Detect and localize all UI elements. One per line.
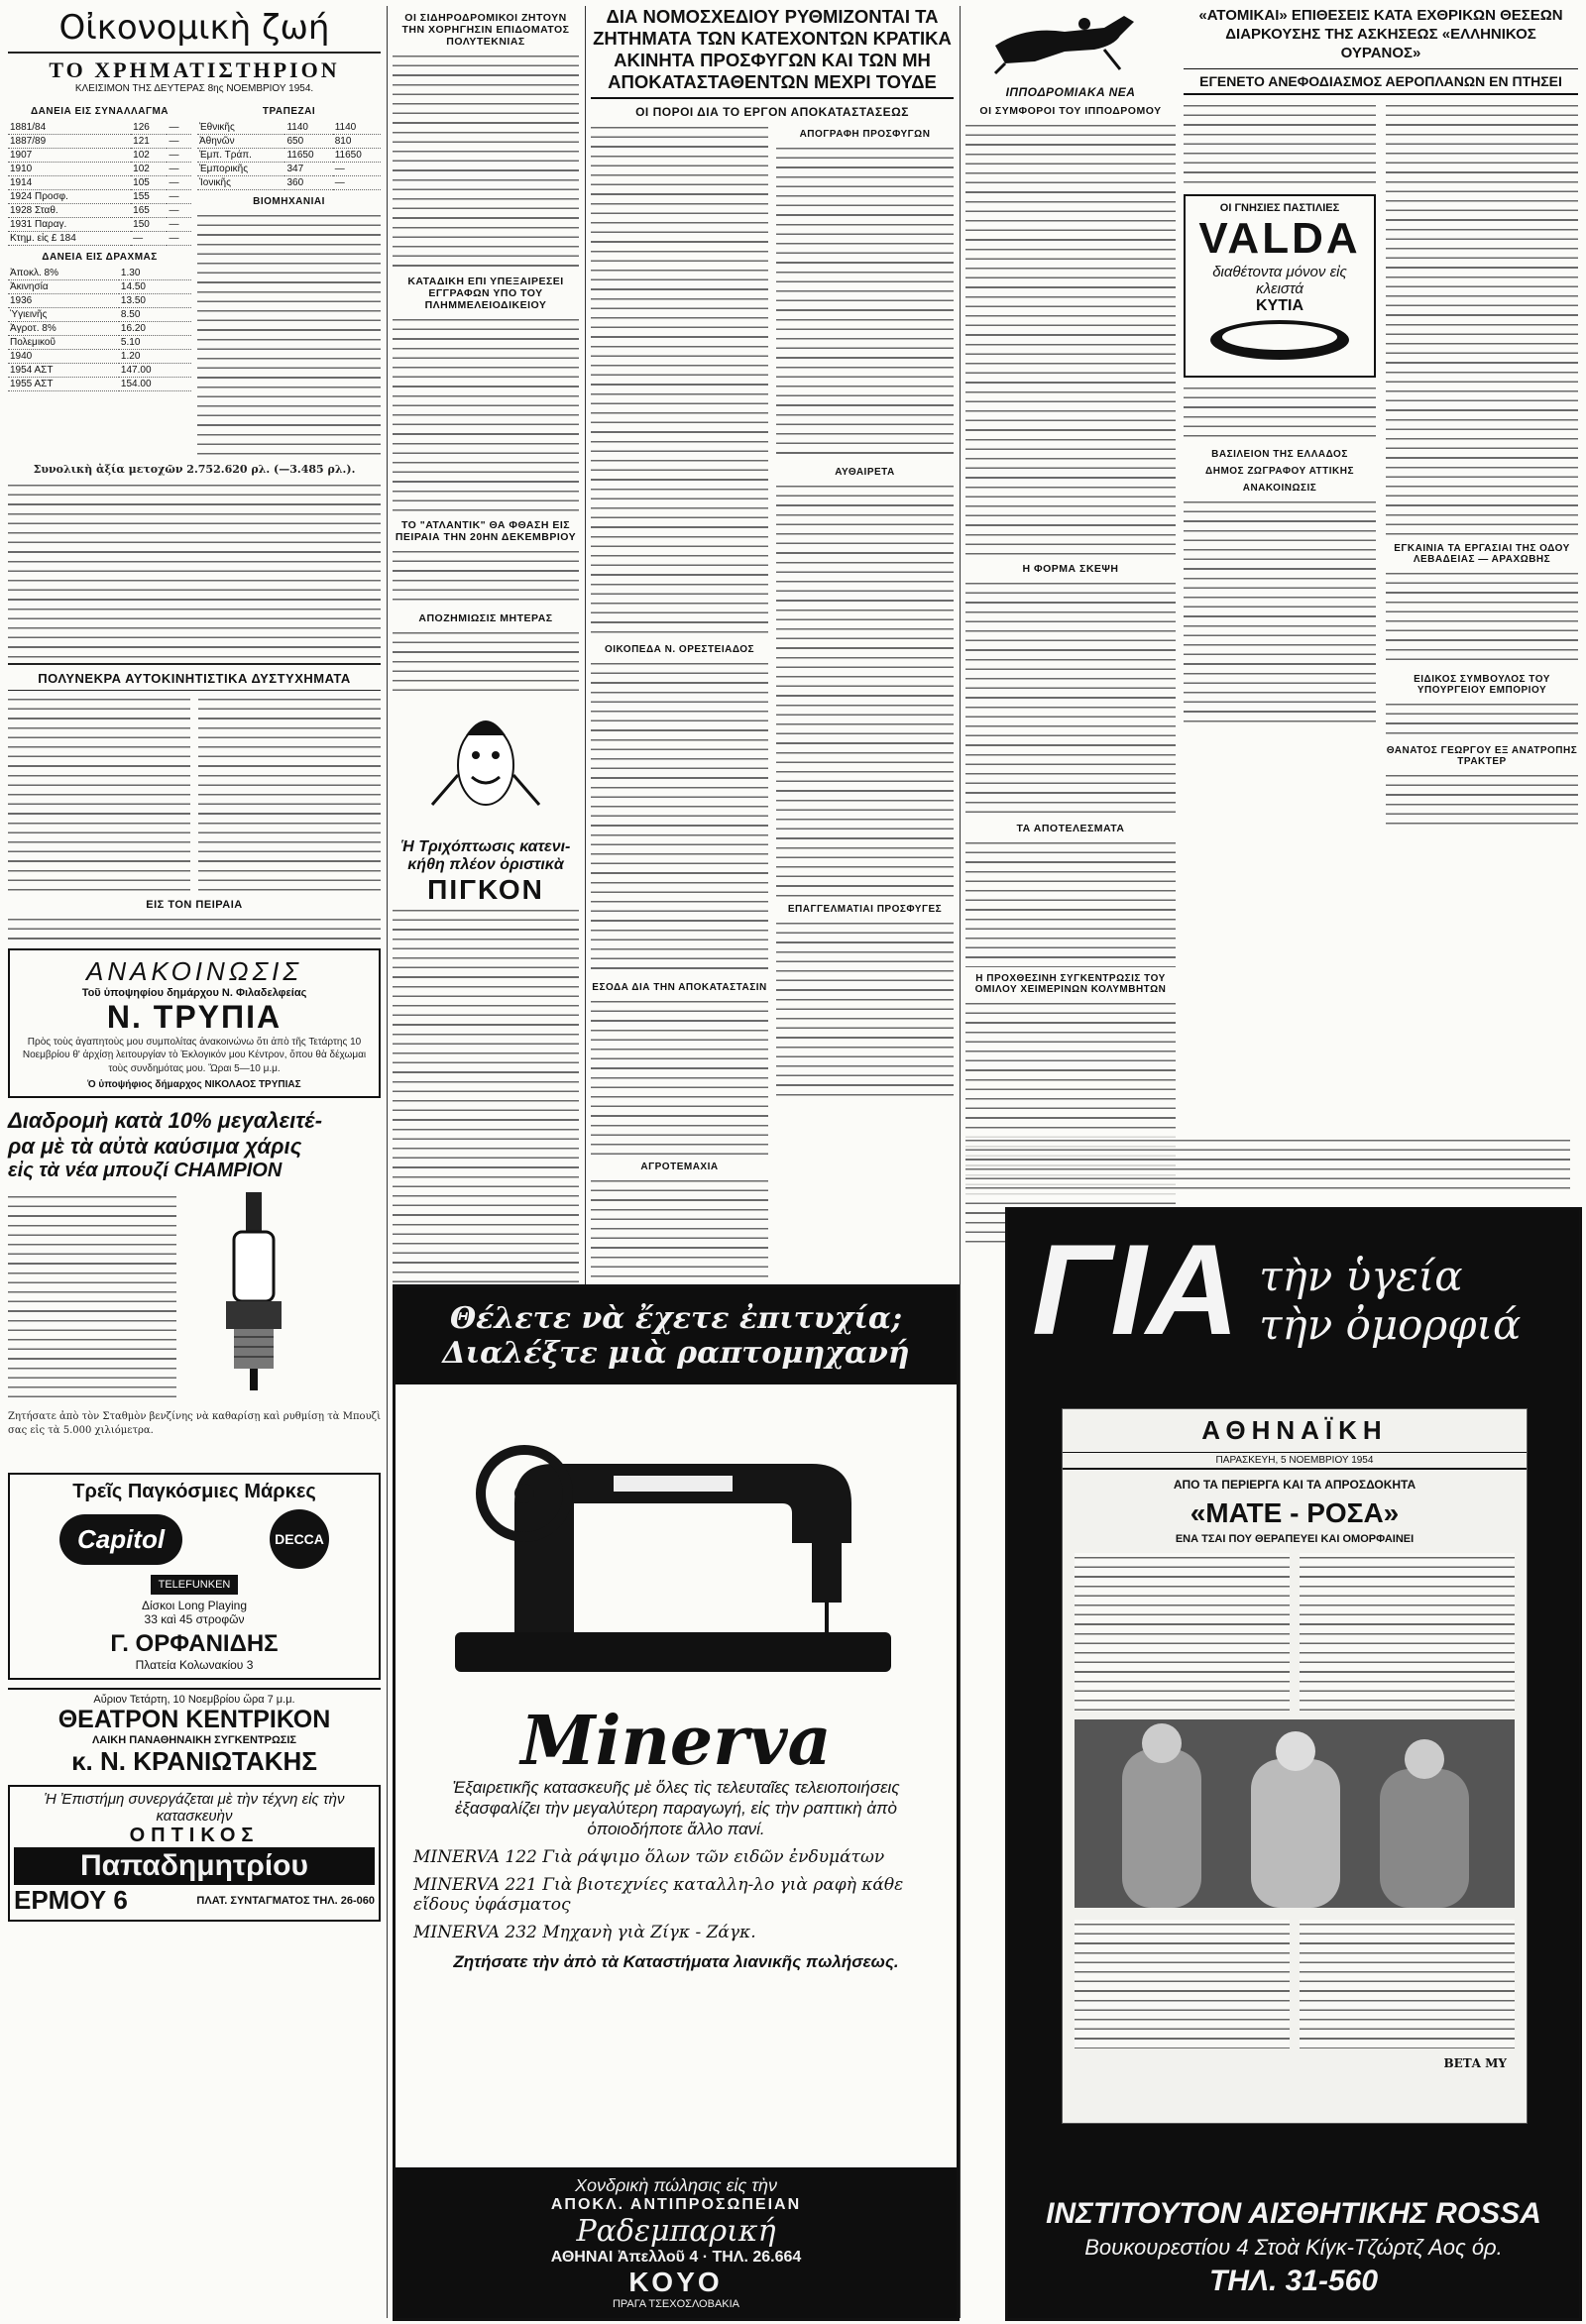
subhead-dimos: ΔΗΜΟΣ ΖΩΓΡΑΦΟΥ ΑΤΤΙΚΗΣ [1205, 466, 1354, 477]
ad-theatre-date: Αὔριον Τετάρτη, 10 Νοεμβρίου ὥρα 7 μ.μ. [93, 1694, 295, 1706]
subhead-register: ΑΠΟΓΡΑΦΗ ΠΡΟΣΦΥΓΩΝ [799, 129, 931, 140]
ad-announce-name: Ν. ΤΡΥΠΙΑ [106, 998, 283, 1035]
table-row [8, 232, 191, 246]
main-article-col-b [776, 123, 954, 1414]
subhead-prof: ΕΠΑΓΓΕΛΜΑΤΙΑΙ ΠΡΟΣΦΥΓΕΣ [787, 904, 943, 915]
ad-champion [8, 1108, 381, 1465]
ad-minerva-wholesale: Χονδρικὴ πώλησις εἰς τὴν [575, 2175, 777, 2195]
ad-rossa-sub: ΕΝΑ ΤΣΑΙ ΠΟΥ ΘΕΡΑΠΕΥΕΙ ΚΑΙ ΟΜΟΡΦΑΙΝΕΙ [1175, 1533, 1415, 1545]
subhead-meeting: Η ΠΡΟΧΘΕΣΙΝΗ ΣΥΓΚΕΝΤΡΩΣΙΣ ΤΟΥ ΟΜΙΛΟΥ ΧΕΙΜΕΡΙΝΩΝ ΚΟΛΥΜΒΗΤΩΝ [974, 973, 1167, 995]
ad-brands-lp: Δίσκοι Long Playing [141, 1599, 247, 1612]
table-cell: 1940 [8, 350, 119, 364]
headline-main: ΔΙΑ ΝΟΜΟΣΧΕΔΙΟΥ ΡΥΘΜΙΖΟΝΤΑΙ ΤΑ ΖΗΤΗΜΑΤΑ ΤΩΝ ΚΑΤΕΧΟΝΤΩΝ ΚΡΑΤΙΚΑ ΑΚΙΝΗΤΑ ΠΡΟΣΦΥΓΩΝ ΚΑΙ ΤΩΝ ΜΗ ΑΠΟΚΑΤΑΣΤΑΘΕΝΤΩΝ ΜΕΧΡΙ ΤΟΥΔΕ [591, 6, 954, 99]
ad-brands [8, 1473, 381, 1680]
table-cell: — [167, 204, 191, 218]
table-cell: 13.50 [119, 294, 191, 308]
ad-minerva-addr: ΑΘΗΝΑΙ Ἀπελλοῦ 4 · ΤΗΛ. 26.664 [550, 2249, 802, 2266]
total-line: Συνολικὴ ἀξία μετοχῶν 2.752.620 ρλ. (—3.485 ρλ.). [33, 463, 356, 476]
ad-rossa-h2: τὴν ὑγεία [1259, 1252, 1463, 1300]
form-text [965, 579, 1176, 817]
headline-railways: ΟΙ ΣΙΔΗΡΟΔΡΟΜΙΚΟΙ ΖΗΤΟΥΝ ΤΗΝ ΧΟΡΗΓΗΣΙΝ ΕΠΙΔΟΜΑΤΟΣ ΠΟΛΥΤΕΚΝΙΑΣ [401, 12, 570, 48]
table-row [8, 121, 191, 135]
ad-announce-body: Πρὸς τοὺς ἀγαπητοὺς μου συμπολίτας ἀνακοινώνω ὅτι ἀπὸ τῆς Τετάρτης 10 Νοεμβρίου θ' ἀρχίσῃ λειτουργίαν τὸ Ἐκλογικόν μου Κέντρον, ὅπου θὰ δέχωμαι τοὺς συνδημότας μου. Ὥραι 5—10 μ.μ. [22, 1036, 367, 1074]
loans-fx-header: ΔΑΝΕΙΑ ΕΙΣ ΣΥΝΑΛΛΑΓΜΑ [30, 106, 170, 117]
table-cell: 1907 [8, 149, 131, 163]
ad-minerva-brand: Minerva [520, 1702, 832, 1781]
ad-optician-word: ΟΠΤΙΚΟΣ [129, 1825, 260, 1846]
atomic-text [1184, 101, 1376, 188]
table-row [8, 267, 191, 280]
industry-list [197, 211, 381, 459]
ad-minerva-company: Ραδεμπαρική [576, 2214, 776, 2249]
ad-theatre-sub: ΛΑΙΚΗ ΠΑΝΑΘΗΝΑΙΚΗ ΣΥΓΚΕΝΤΡΩΣΙΣ [91, 1734, 297, 1746]
market-commentary [8, 481, 381, 659]
table-cell: 1887/89 [8, 135, 131, 149]
ad-announce-sign: Ὁ ὑποψήφιος δήμαρχος ΝΙΚΟΛΑΟΣ ΤΡΥΠΙΑΣ [87, 1079, 301, 1090]
tin-box-icon [1205, 315, 1354, 365]
ergasiai-text [1386, 569, 1578, 668]
table-row [197, 135, 381, 149]
subhead-auth: ΑΥΘΑΙΡΕΤΑ [835, 467, 895, 478]
table-cell: 11650 [284, 149, 332, 163]
table-cell: 105 [131, 176, 167, 190]
table-row [197, 163, 381, 176]
ad-rossa-h3: τὴν ὀμορφιά [1259, 1300, 1522, 1349]
table-row [8, 308, 191, 322]
ad-minerva-model-3: MINERVA 232 Μηχανὴ γιὰ Ζίγκ - Ζάγκ. [413, 1923, 756, 1942]
ad-pigkon-brand: ΠΙΓΚΟΝ [427, 874, 544, 905]
sewing-machine-icon [396, 1384, 951, 1702]
subhead-teacher: ΑΠΟΖΗΜΙΩΣΙΣ ΜΗΤΕΡΑΣ [418, 612, 553, 624]
subhead-form: Η ΦΟΡΜΑ ΣΚΕΨΗ [1022, 563, 1119, 575]
table-row [8, 280, 191, 294]
table-cell: Ἀθηνῶν [197, 135, 284, 149]
industry-header: ΒΙΟΜΗΧΑΝΙΑΙ [253, 196, 325, 207]
table-cell: Πολεμικοῦ [8, 336, 119, 350]
table-cell: 154.00 [119, 378, 191, 391]
ad-valda [1184, 194, 1376, 378]
enlist-text [393, 315, 579, 513]
table-cell: Ἰονικῆς [197, 176, 284, 190]
exchange-title: ΤΟ ΧΡΗΜΑΤΙΣΤΗΡΙΟΝ [49, 57, 340, 82]
atomic-text-continued [1386, 101, 1578, 537]
table-cell: — [167, 190, 191, 204]
table-cell: — [167, 135, 191, 149]
ad-rossa-phone: ΤΗΛ. 31-560 [1208, 2265, 1379, 2297]
table-row [8, 204, 191, 218]
subhead-houses: ΟΙΚΟΠΕΔΑ Ν. ΟΡΕΣΤΕΙΑΔΟΣ [604, 644, 755, 655]
ad-brand-decca: DECCA [270, 1509, 329, 1569]
column-4 [965, 6, 1176, 1247]
ad-rossa-paper: ΑΘΗΝΑΪΚΗ [1063, 1409, 1527, 1453]
salon-photo-image [1063, 1719, 1527, 1908]
table-cell: 147.00 [119, 364, 191, 378]
table-cell: 1910 [8, 163, 131, 176]
table-cell: — [167, 163, 191, 176]
table-cell: 102 [131, 149, 167, 163]
banks-header: ΤΡΑΠΕΖΑΙ [262, 106, 316, 117]
table-cell: 8.50 [119, 308, 191, 322]
table-row [8, 163, 191, 176]
table-cell: 1881/84 [8, 121, 131, 135]
table-row [8, 336, 191, 350]
subhead-results: ΤΑ ΑΠΟΤΕΛΕΣΜΑΤΑ [1016, 823, 1125, 834]
teacher-text [393, 628, 579, 698]
ad-valda-box: ΚΥΤΙΑ [1256, 297, 1303, 314]
ad-champion-line2: ρα μὲ τὰ αὐτὰ καύσιμα χάρις [8, 1134, 302, 1159]
table-row [8, 218, 191, 232]
section-title: Οἰκονομικὴ ζωή [58, 8, 330, 48]
table-cell: 1955 ΑΣΤ [8, 378, 119, 391]
closing-line: ΚΛΕΙΣΙΜΟΝ ΤΗΣ ΔΕΥΤΕΡΑΣ 8ης ΝΟΕΜΒΡΙΟΥ 1954. [74, 83, 314, 94]
ad-optician [8, 1785, 381, 1922]
table-row [8, 350, 191, 364]
table-row [8, 135, 191, 149]
ad-optician-phone: ΠΛΑΤ. ΣΥΝΤΑΓΜΑΤΟΣ ΤΗΛ. 26-060 [196, 1894, 375, 1907]
table-cell: 11650 [333, 149, 381, 163]
table-cell: 102 [131, 163, 167, 176]
table-cell: 1924 Προσφ. [8, 190, 131, 204]
ad-rossa-date: ΠΑΡΑΣΚΕΥΗ, 5 ΝΟΕΜΒΡΙΟΥ 1954 [1063, 1453, 1527, 1470]
death-text [1386, 771, 1578, 830]
table-row [8, 190, 191, 204]
table-row [8, 176, 191, 190]
newspaper-page [8, 6, 1578, 2318]
column-3 [591, 6, 954, 1414]
main-article-col-a [591, 123, 768, 1414]
ad-theatre-speaker: κ. Ν. ΚΡΑΝΙΩΤΑΚΗΣ [71, 1746, 317, 1776]
ad-minerva [393, 1284, 960, 2321]
table-cell: — [167, 121, 191, 135]
ad-minerva-tag-1: Θέλετε νὰ ἔχετε ἐπιτυχία; [449, 1301, 903, 1336]
ad-announce-sub: Τοῦ ὑποψηφίου δημάρχου Ν. Φιλαδελφείας [81, 986, 307, 999]
drachma-table [8, 267, 191, 391]
valda-text [1184, 384, 1376, 443]
ad-brand-capitol: Capitol [59, 1514, 182, 1565]
subhead-bank: ΒΑΣΙΛΕΙΟΝ ΤΗΣ ΕΛΛΑΔΟΣ [1211, 449, 1348, 460]
headline-atomic-sub: ΕΓΕΝΕΤΟ ΑΝΕΦΟΔΙΑΣΜΟΣ ΑΕΡΟΠΛΑΝΩΝ ΕΝ ΠΤΗΣΕΙ [1184, 68, 1578, 95]
ad-rossa-title: «ΜΑΤΕ - ΡΟΣΑ» [1190, 1497, 1400, 1528]
atlantic-text [393, 547, 579, 607]
ad-rossa-h1: ΓΙΑ [1032, 1217, 1240, 1362]
subhead-poroi: ΟΙ ΠΟΡΟΙ ΔΙΑ ΤΟ ΕΡΓΟΝ ΑΠΟΚΑΤΑΣΤΑΣΕΩΣ [635, 105, 909, 119]
table-cell: 1140 [333, 121, 381, 135]
ad-rossa-name: ΙΝΣΤΙΤΟΥΤΟΝ ΑΙΣΘΗΤΙΚΗΣ ROSSA [1046, 2197, 1541, 2230]
horse-text [965, 121, 1176, 557]
table-cell: — [333, 163, 381, 176]
table-cell: — [167, 218, 191, 232]
ad-champion-copy [8, 1192, 176, 1400]
headline-accidents: ΠΟΛΥΝΕΚΡΑ ΑΥΤΟΚΙΝΗΤΙΣΤΙΚΑ ΔΥΣΤΥΧΗΜΑΤΑ [38, 670, 351, 686]
ad-rossa-sign: ΒΕΤΑ ΜΥ [1443, 2056, 1507, 2070]
table-cell: 16.20 [119, 322, 191, 336]
ad-valda-brand: VALDA [1198, 214, 1361, 263]
column-2 [393, 6, 579, 1282]
ad-valda-top: ΟΙ ΓΝΗΣΙΕΣ ΠΑΣΤΙΛΙΕΣ [1219, 202, 1340, 214]
table-cell: — [333, 176, 381, 190]
table-row [8, 322, 191, 336]
bottle-character-icon [393, 706, 579, 834]
fx-table [8, 121, 191, 246]
ad-optician-name: Παπαδημητρίου [14, 1847, 375, 1885]
table-cell: 1140 [284, 121, 332, 135]
accidents-article [8, 695, 381, 893]
results-text [965, 838, 1176, 967]
table-cell: 5.10 [119, 336, 191, 350]
table-cell: 1936 [8, 294, 119, 308]
ad-pigkon [393, 706, 579, 1282]
ad-champion-line3: εἰς τὰ νέα μπουζί CHAMPION [8, 1160, 283, 1181]
ad-minerva-model-1: MINERVA 122 Γιὰ ράψιμο ὅλων τῶν ειδῶν ἐνδυμάτων [413, 1847, 885, 1867]
table-cell: 1.20 [119, 350, 191, 364]
table-cell: 14.50 [119, 280, 191, 294]
table-cell: 1954 ΑΣΤ [8, 364, 119, 378]
drachma-header: ΔΑΝΕΙΑ ΕΙΣ ΔΡΑΧΜΑΣ [42, 252, 158, 263]
subhead-death: ΘΑΝΑΤΟΣ ΓΕΩΡΓΟΥ ΕΞ ΑΝΑΤΡΟΠΗΣ ΤΡΑΚΤΕΡ [1386, 745, 1578, 767]
ad-rossa-clipping [1062, 1408, 1528, 2124]
ad-pigkon-copy [393, 906, 579, 1282]
table-cell: 126 [131, 121, 167, 135]
table-cell: Ὑγιεινῆς [8, 308, 119, 322]
piraeus-text [8, 915, 381, 941]
ad-minerva-body: Ἐξαιρετικῆς κατασκευῆς μὲ ὅλες τὶς τελευταῖες τελειοποιήσεις ἐξασφαλίζει τὴν μεγαλύτερη παραγωγή, εἰς τὴν ραπτικὴ ἀπὸ ὁποιοδήποτε ἄλλο πανί. [452, 1778, 900, 1838]
ad-rossa-addr: Βουκουρεστίου 4 Στοὰ Κίγκ-Τζώρτζ Αος όρ. [1084, 2235, 1503, 2260]
table-cell: Ἐμπορικῆς [197, 163, 284, 176]
subhead-income: ΕΣΟΔΑ ΔΙΑ ΤΗΝ ΑΠΟΚΑΤΑΣΤΑΣΙΝ [592, 982, 767, 993]
market-tables [8, 100, 381, 459]
table-cell: 1928 Σταθ. [8, 204, 131, 218]
table-cell: 1931 Παραγ. [8, 218, 131, 232]
ad-brands-addr: Πλατεία Κολωνακίου 3 [135, 1658, 254, 1672]
table-cell: 650 [284, 135, 332, 149]
ad-brands-name: Γ. ΟΡΦΑΝΙΔΗΣ [110, 1630, 279, 1657]
table-row [8, 378, 191, 391]
table-cell: Ἐμπ. Τράπ. [197, 149, 284, 163]
ad-minerva-store: ΚΟΥΟ [628, 2267, 724, 2297]
ad-pigkon-title-1: Ἡ Τριχόπτωσις κατενι- [400, 838, 571, 855]
ad-brands-rpm: 33 καὶ 45 στροφῶν [144, 1612, 245, 1626]
headline-atomic: «ΑΤΟΜΙΚΑΙ» ΕΠΙΘΕΣΕΙΣ ΚΑΤΑ ΕΧΘΡΙΚΩΝ ΘΕΣΕΩΝ ΔΙΑΡΚΟΥΣΗΣ ΤΗΣ ΑΣΚΗΣΕΩΣ «ΕΛΛΗΝΙΚΟΣ ΟΥΡΑΝΟΣ» [1198, 7, 1563, 61]
ad-theatre-name: ΘΕΑΤΡΟΝ ΚΕΝΤΡΙΚΟΝ [57, 1706, 331, 1733]
ad-minerva-store-sub: ΠΡΑΓΑ ΤΣΕΧΟΣΛΟΒΑΚΙΑ [612, 2298, 740, 2310]
table-cell: 810 [333, 135, 381, 149]
column-rule [387, 6, 388, 2318]
ad-rossa-kicker: ΑΠΟ ΤΑ ΠΕΡΙΕΡΓΑ ΚΑΙ ΤΑ ΑΠΡΟΣΔΟΚΗΤΑ [1173, 1478, 1416, 1492]
table-cell: — [131, 232, 167, 246]
section-horse-logo: ΙΠΠΟΔΡΟΜΙΑΚΑ ΝΕΑ [1005, 85, 1136, 99]
ad-pigkon-title-2: κήθη πλέον ὁριστικὰ [407, 856, 564, 873]
headline-enlist: ΚΑΤΑΔΙΚΗ ΕΠΙ ΥΠΕΞΑΙΡΕΣΕΙ ΕΓΓΡΑΦΩΝ ΥΠΟ ΤΟΥ ΠΛΗΜΜΕΛΕΙΟΔΙΚΕΙΟΥ [407, 276, 564, 311]
table-cell: 347 [284, 163, 332, 176]
table-cell: 1.30 [119, 267, 191, 280]
table-row [8, 364, 191, 378]
ad-rossa [1005, 1207, 1582, 2321]
table-cell: — [167, 232, 191, 246]
horse-racing-icon [965, 6, 1176, 75]
ad-valda-sub: διαθέτοντα μόνον εἰς κλειστά [1212, 264, 1347, 297]
table-cell: Κτημ. εἰς £ 184 [8, 232, 131, 246]
column-5 [1184, 6, 1578, 830]
table-cell: — [167, 149, 191, 163]
subhead-agro: ΑΓΡΟΤΕΜΑΧΙΑ [640, 1162, 719, 1172]
table-row [197, 121, 381, 135]
ad-brand-telefunken: TELEFUNKEN [151, 1575, 239, 1595]
ad-announcement [8, 948, 381, 1099]
table-cell: Ἀκινησία [8, 280, 119, 294]
table-cell: 360 [284, 176, 332, 190]
table-cell: 150 [131, 218, 167, 232]
table-cell: Ἀγροτ. 8% [8, 322, 119, 336]
table-cell: 155 [131, 190, 167, 204]
ad-minerva-ask: Ζητήσατε τὴν ἀπὸ τὰ Καταστήματα λιανικῆς πωλήσεως. [453, 1952, 899, 1971]
symvoulos-text [1386, 700, 1578, 739]
ad-minerva-model-2: MINERVA 221 Γιὰ βιοτεχνίες καταλλη-λο γιὰ ραφὴ κάθε εἴδους ὑφάσματος [413, 1875, 904, 1915]
table-row [8, 149, 191, 163]
ad-champion-foot: Ζητήσατε ἀπὸ τὸν Σταθμὸν βενζίνης νὰ καθαρίσῃ καὶ ρυθμίσῃ τὰ Μπουζὶ σας εἰς τὰ 5.000 χιλιόμετρα. [8, 1411, 381, 1436]
table-cell: — [167, 176, 191, 190]
subhead-notice: ΑΝΑΚΟΙΝΩΣΙΣ [1242, 483, 1317, 494]
table-cell: Ἀποκλ. 8% [8, 267, 119, 280]
subhead-symvoulos: ΕΙΔΙΚΟΣ ΣΥΜΒΟΥΛΟΣ ΤΟΥ ΥΠΟΥΡΓΕΙΟΥ ΕΜΠΟΡΙΟΥ [1414, 674, 1550, 696]
table-cell: 165 [131, 204, 167, 218]
table-cell: Ἐθνικῆς [197, 121, 284, 135]
railways-text [393, 52, 579, 270]
banks-table [197, 121, 381, 190]
table-cell: 121 [131, 135, 167, 149]
table-row [197, 176, 381, 190]
ad-optician-addr: ΕΡΜΟΥ 6 [14, 1885, 128, 1915]
ad-champion-line1: Διαδρομὴ κατὰ 10% μεγαλειτέ- [8, 1108, 323, 1133]
ad-minerva-tag-2: Διαλέξτε μιὰ ραπτομηχανή [442, 1336, 910, 1371]
notice-text [1184, 498, 1376, 725]
headline-atlantic: ΤΟ "ΑΤΛΑΝΤΙΚ" ΘΑ ΦΘΑΣΗ ΕΙΣ ΠΕΙΡΑΙΑ ΤΗΝ 20ΗΝ ΔΕΚΕΜΒΡΙΟΥ [395, 519, 577, 543]
ad-minerva-agency: ΑΠΟΚΛ. ΑΝΤΙΠΡΟΣΩΠΕΙΑΝ [550, 2196, 802, 2213]
ad-theatre [8, 1688, 381, 1777]
table-row [197, 149, 381, 163]
table-row [8, 294, 191, 308]
table-cell: 1914 [8, 176, 131, 190]
column-1 [8, 6, 381, 1922]
ad-optician-tag: Ἡ Ἐπιστήμη συνεργάζεται μὲ τὴν τέχνη εἰς τὴν κατασκευὴν [44, 1791, 345, 1825]
subhead-piraeus: ΕΙΣ ΤΟΝ ΠΕΙΡΑΙΑ [146, 898, 243, 911]
spark-plug-icon [176, 1192, 355, 1410]
column-rule [960, 6, 961, 2318]
subhead-ergasiai: ΕΓΚΑΙΝΙΑ ΤΑ ΕΡΓΑΣΙΑΙ ΤΗΣ ΟΔΟΥ ΛΕΒΑΔΕΙΑΣ — ΑΡΑΧΩΒΗΣ [1394, 543, 1570, 565]
headline-horse: ΟΙ ΣΥΜΦΟΡΟΙ ΤΟΥ ΙΠΠΟΔΡΟΜΟΥ [979, 105, 1162, 117]
ad-brands-title: Τρεῖς Παγκόσμιες Μάρκες [72, 1481, 316, 1502]
ad-announce-title: ΑΝΑΚΟΙΝΩΣΙΣ [86, 955, 302, 986]
bottom-strip-text [965, 1136, 1570, 1195]
